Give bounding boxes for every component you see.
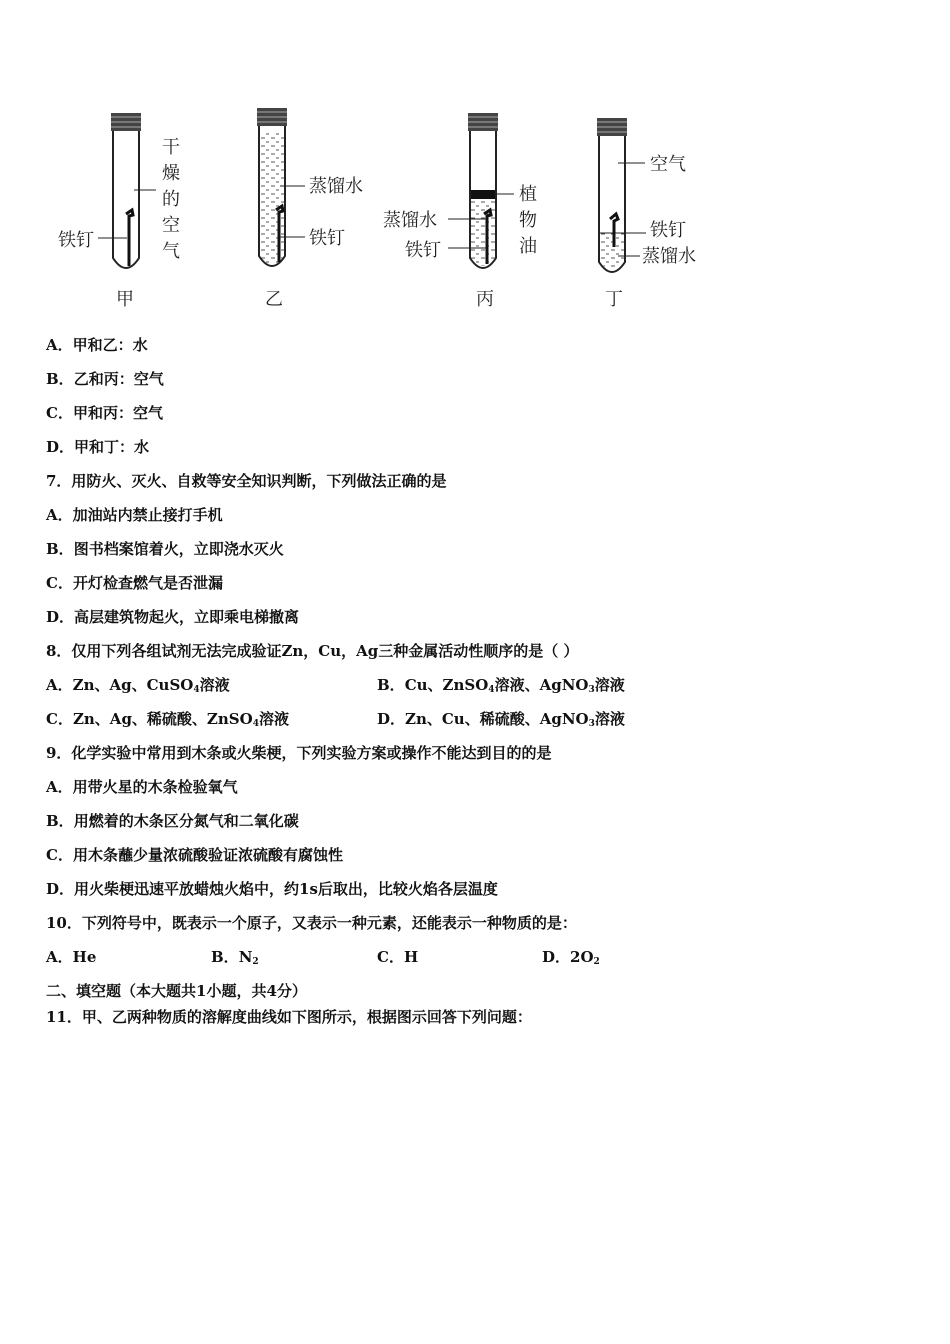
q6-option-a: A．甲和乙：水	[46, 336, 148, 354]
q9-option-c: C．用木条蘸少量浓硫酸验证浓硫酸有腐蚀性	[46, 846, 343, 864]
tube-yi-nail-label: 铁钉	[309, 228, 345, 249]
svg-text:燥: 燥	[162, 163, 180, 184]
q10-stem: 10．下列符号中，既表示一个原子，又表示一种元素，还能表示一种物质的是：	[46, 914, 577, 932]
tube-bing-name: 丙	[476, 289, 494, 310]
tube-jia-name: 甲	[116, 289, 134, 310]
svg-text:物: 物	[519, 210, 537, 231]
q8-option-b: B．Cu、ZnSO$_4$溶液、AgNO$_3$溶液	[377, 676, 625, 695]
q10-option-a: A．He	[46, 948, 97, 966]
tube-yi-name: 乙	[265, 289, 283, 310]
tube-jia	[58, 113, 180, 310]
q11-stem: 11．甲、乙两种物质的溶解度曲线如下图所示，根据图示回答下列问题：	[46, 1008, 532, 1026]
oil-layer	[471, 190, 495, 199]
svg-text:干: 干	[162, 137, 180, 158]
tube-bing-nail-label: 铁钉	[405, 240, 441, 261]
q9-option-d: D．用火柴梗迅速平放蜡烛火焰中，约1s后取出，比较火焰各层温度	[46, 880, 498, 898]
svg-text:植: 植	[519, 184, 537, 205]
q7-option-b: B．图书档案馆着火，立即浇水灭火	[46, 540, 284, 558]
tube-ding-name: 丁	[605, 289, 623, 310]
q8-stem: 8．仅用下列各组试剂无法完成验证Zn，Cu，Ag三种金属活动性顺序的是（ ）	[46, 642, 579, 660]
q7-option-a: A．加油站内禁止接打手机	[46, 506, 223, 524]
test-tubes-figure	[0, 0, 950, 320]
tube-yi-water-label: 蒸馏水	[309, 176, 363, 197]
q7-option-d: D．高层建筑物起火，立即乘电梯撤离	[46, 608, 300, 626]
q6-option-b: B．乙和丙：空气	[46, 370, 164, 388]
iron-nail	[126, 210, 133, 266]
q10-option-b: B．$N_2$	[211, 948, 259, 967]
q7-stem: 7．用防火、灭火、自救等安全知识判断，下列做法正确的是	[46, 472, 447, 490]
svg-text:油: 油	[519, 236, 537, 257]
svg-text:的: 的	[162, 189, 180, 210]
q7-option-c: C．开灯检查燃气是否泄漏	[46, 574, 223, 592]
q8-option-a: A．Zn、Ag、CuSO$_4$溶液	[46, 676, 230, 695]
q6-option-c: C．甲和丙：空气	[46, 404, 163, 422]
tube-ding-nail-label: 铁钉	[650, 220, 686, 241]
q10-option-d: D．$2O_2$	[542, 948, 600, 967]
tube-ding-water-label: 蒸馏水	[642, 246, 696, 267]
tube-jia-nail-label: 铁钉	[58, 230, 94, 251]
tube-ding	[597, 118, 696, 310]
tube-ding-air-label: 空气	[650, 154, 686, 175]
q6-option-d: D．甲和丁：水	[46, 438, 150, 456]
tube-bing-water-label: 蒸馏水	[383, 210, 437, 231]
q8-option-c: C．Zn、Ag、稀硫酸、ZnSO$_4$溶液	[46, 710, 289, 729]
svg-text:气: 气	[162, 241, 180, 262]
q9-stem: 9．化学实验中常用到木条或火柴梗，下列实验方案或操作不能达到目的的是	[46, 744, 552, 762]
tube-bing	[383, 113, 537, 310]
q10-option-c: C．H	[377, 948, 419, 966]
q9-option-b: B．用燃着的木条区分氮气和二氧化碳	[46, 812, 299, 830]
svg-text:空: 空	[162, 215, 180, 236]
tube-yi	[257, 108, 363, 310]
q8-option-d: D．Zn、Cu、稀硫酸、AgNO$_3$溶液	[377, 710, 625, 729]
q9-option-a: A．用带火星的木条检验氧气	[46, 778, 238, 796]
section-heading: 二、填空题（本大题共1小题，共4分）	[46, 982, 307, 1000]
